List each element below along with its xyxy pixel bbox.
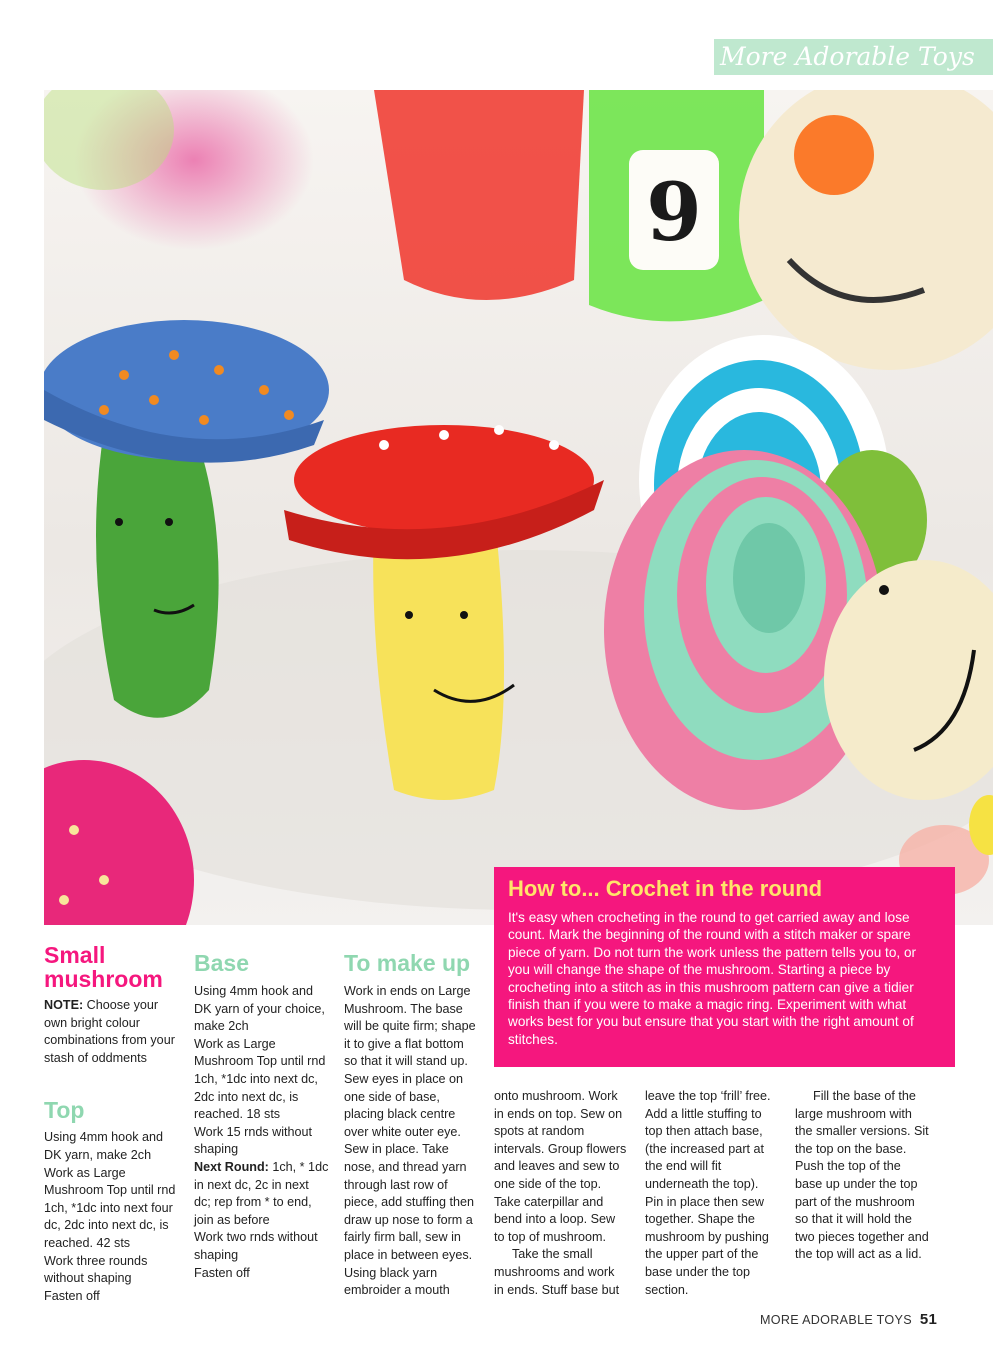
top-line: Work three rounds without shaping xyxy=(44,1253,148,1286)
column-make-up xyxy=(344,950,478,1300)
top-line: Work as Large Mushroom Top until rnd 1ch, *1dc into next four dc, 2dc into next dc, is reached. 42 sts xyxy=(44,1165,176,1250)
hero-photo xyxy=(44,90,993,925)
continued-text: leave the top ‘frill’ free. Add a little stuffing to top then attach base, (the increased part at the end will fit underneath the top). Pin in place then sew together. Shape the mushroom by pushing the upper part of the base under the top section. xyxy=(645,1089,771,1297)
heading-to-make-up: To make up xyxy=(344,950,471,976)
continued-text: Fill the base of the large mushroom with the smaller versions. Sit the top on the base. Push the top of the base up under the top part of the mushroom so that it will hold the two pieces together and the top will act as a lid. xyxy=(795,1089,929,1262)
heading-top: Top xyxy=(44,1097,85,1124)
make-up-text: Work in ends on Large Mushroom. The base will be quite firm; shape it to give a flat bottom so that it will stand up. Sew eyes in place on one side of base, placing black centre over white outer eye. Sew in place. Take nose, and thread yarn through last row of piece, add stuffing then draw up nose to form a fairly firm ball, sew in place in between eyes. Using black yarn embroider a mouth xyxy=(344,984,476,1298)
page-footer xyxy=(760,1311,937,1328)
note-text: Choose your own bright colour combinations from your stash of oddments xyxy=(44,998,175,1065)
section-banner: More Adorable Toys xyxy=(714,39,993,75)
base-paragraph: Work two rnds without shaping xyxy=(194,1230,318,1262)
section-title-small-mushroom: Small mushroom xyxy=(44,942,163,992)
note-label: NOTE: xyxy=(44,998,84,1012)
note-paragraph xyxy=(44,997,182,1067)
howto-box xyxy=(494,867,955,1067)
cup-number: 9 xyxy=(646,165,702,259)
howto-title: How to... Crochet in the round xyxy=(508,876,823,901)
footer-magazine: MORE ADORABLE TOYS xyxy=(760,1313,912,1327)
top-line: Fasten off xyxy=(44,1288,100,1303)
howto-text: It's easy when crocheting in the round to get carried away and lose count. Mark the beginning of the round with a stitch maker or spare piece of yarn. Do not turn the work unless the pattern tells you to, or you will change the shape of the mushroom. Starting a piece by crocheting into a stitch as in this mushroom pattern can give a tidier finish than if you were to make a magic ring. Experiment with what works best for you but ensure that you start with the right amount of stitches. xyxy=(508,910,917,1047)
base-paragraph: Using 4mm hook and DK yarn of your choice, make 2ch xyxy=(194,984,325,1034)
next-round-label: Next Round: xyxy=(194,1159,269,1174)
base-paragraph: Fasten off xyxy=(194,1265,250,1280)
base-paragraph xyxy=(194,1159,329,1229)
heading-base: Base xyxy=(194,950,249,976)
base-paragraph: Work as Large Mushroom Top until rnd 1ch, *1dc into next dc, 2dc into next dc, is reached. 18 sts xyxy=(194,1036,326,1122)
page-number: 51 xyxy=(919,1311,938,1328)
column-continued-3 xyxy=(795,1088,929,1264)
column-small-mushroom xyxy=(44,943,182,1305)
column-base xyxy=(194,950,329,1282)
continued-text: onto mushroom. Work in ends on top. Sew on spots at random intervals. Group flowers and leaves and sew to one side of the top. Take caterpillar and bend into a loop. Sew to top of mushroom. xyxy=(494,1089,627,1244)
top-line: Using 4mm hook and DK yarn, make 2ch xyxy=(44,1130,164,1162)
next-round-text: 1ch, * 1dc in next dc, 2c in next dc; rep from * to end, join as before xyxy=(194,1159,329,1227)
column-continued-2 xyxy=(645,1088,778,1299)
continued-text: Take the small mushrooms and work in ends. Stuff base but xyxy=(494,1247,620,1297)
column-continued-1 xyxy=(494,1088,627,1299)
base-paragraph: Work 15 rnds without shaping xyxy=(194,1124,313,1157)
